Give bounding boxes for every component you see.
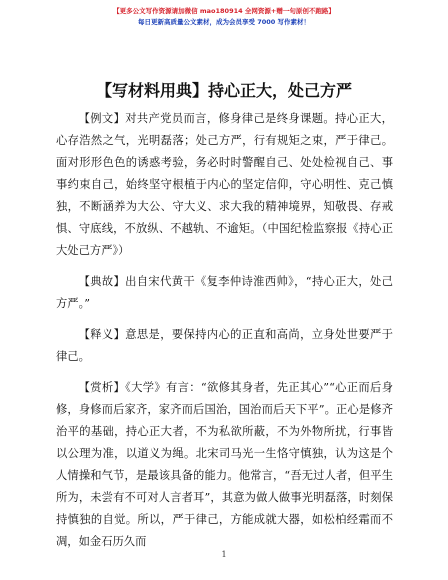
section-tag-allusion: 【典故】: [78, 275, 126, 288]
section-text-example: 对共产党员而言，修身律己是终身课题。持心正大，心存浩然之气，光明磊落；处己方严，行有规矩之束，严于律己。面对形形色色的诱惑考验，务必时时警醒自己、处处检视自己、事事约束自己，始终坚守根植于内心的坚定信仰，守心明性、克己慎独，不断涵养为大公、守大义、求大我的精神境界，知敬畏、存戒惧、守底线，不放纵、不越轨、不逾矩。（中国纪检监察报《持心正大处己方严》）: [56, 112, 393, 257]
paragraph-appreciation: [56, 377, 393, 553]
promo-banner-line-2: 每日更新高质量公文素材，成为会员享受 7000 写作素材！: [137, 18, 311, 26]
section-tag-appreciation: 【赏析】: [78, 381, 126, 394]
paragraph-allusion: [56, 271, 393, 315]
document-body: [56, 108, 393, 562]
paragraph-example: [56, 108, 393, 262]
section-text-appreciation: 《大学》有言：“欲修其身者，先正其心”“心正而后身修，身修而后家齐，家齐而后国治，国治而后天下平”。正心是修齐治平的基础，持心正大者，不为私欲所蔽，不为外物所扰，行事皆以公理为准，以道义为绳。北宋司马光一生恪守慎独，认为这是个人情操和气节，是最该具备的能力。他常言，“吾无过人者，但平生所为，未尝有不可对人言者耳”，其意为做人做事光明磊落，时刻保持慎独的自觉。所以，严于律己，方能成就大器，如松柏经霜而不凋，如金石历久而: [56, 381, 393, 548]
section-text-allusion: 出自宋代黄干《复李仲诗淮西帅》，“持心正大，处己方严。”: [56, 275, 393, 310]
section-tag-explanation: 【释义】: [78, 328, 126, 341]
promo-banner: [0, 6, 448, 28]
section-text-explanation: 意思是，要保持内心的正直和高尚，立身处世要严于律己。: [56, 328, 393, 363]
promo-banner-line-1: 【更多公文写作资源请加微信 mao180914 全网资源+赠一句原创不跑路】: [113, 7, 335, 15]
paragraph-explanation: [56, 324, 393, 368]
page-number: 1: [221, 550, 227, 559]
document-title: 【写材料用典】持心正大，处己方严: [95, 81, 352, 100]
section-tag-example: 【例文】: [78, 112, 126, 125]
